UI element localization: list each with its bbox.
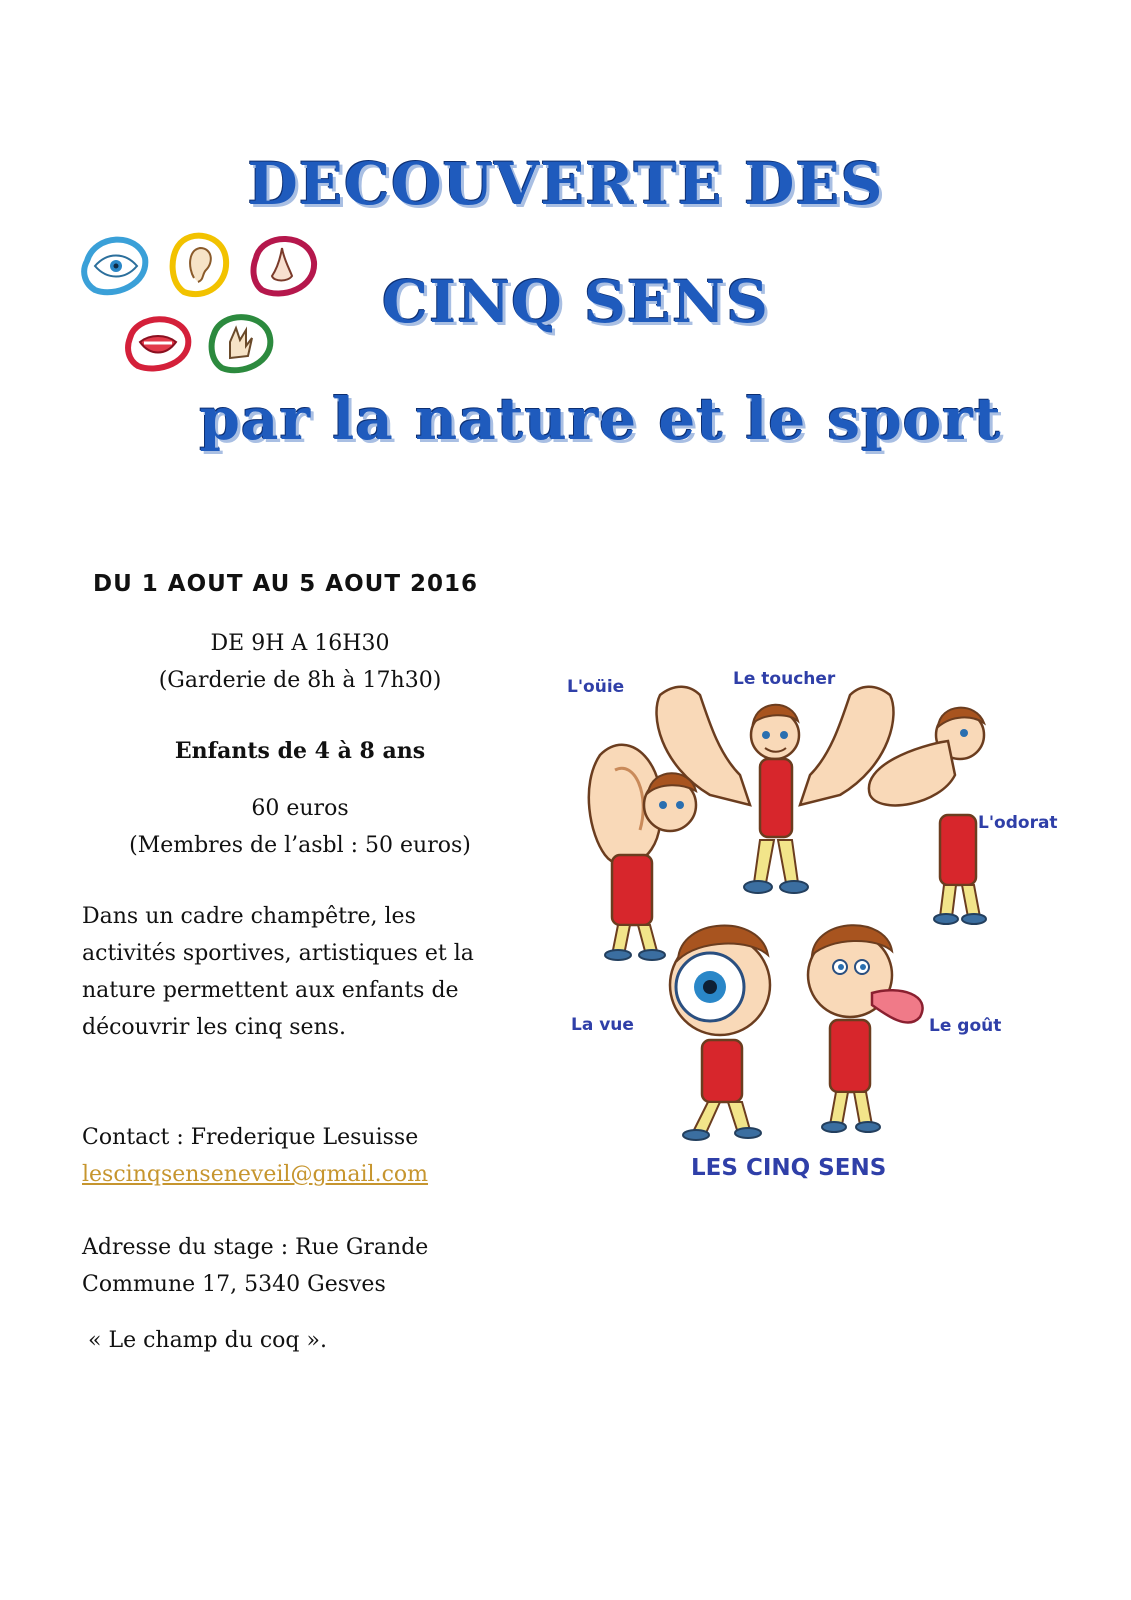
dates: DU 1 AOUT AU 5 AOUT 2016 (93, 571, 479, 597)
five-senses-illustration (560, 655, 1070, 1195)
title-line-3: par la nature et le sport (199, 385, 1002, 453)
senses-logo (80, 228, 330, 388)
address-block (82, 1229, 428, 1303)
label-hearing: L'oüie (567, 677, 625, 697)
description-line: découvrir les cinq sens. (82, 1015, 347, 1040)
age-range: Enfants de 4 à 8 ans (174, 738, 426, 764)
nose-icon (254, 239, 315, 294)
mouth-icon (128, 319, 188, 368)
hours-main: DE 9H A 16H30 (210, 631, 390, 656)
description (82, 898, 502, 1046)
hours-daycare: (Garderie de 8h à 17h30) (158, 668, 442, 693)
illustration-caption: LES CINQ SENS (691, 1155, 887, 1181)
hand-icon (212, 317, 271, 370)
price-block (80, 790, 520, 864)
contact-label: Contact : Frederique Lesuisse (82, 1125, 419, 1150)
address-line-2: Commune 17, 5340 Gesves (82, 1272, 386, 1297)
description-line: activités sportives, artistiques et la (82, 941, 474, 966)
label-touch: Le toucher (733, 669, 836, 689)
address-place: « Le champ du coq ». (88, 1328, 327, 1353)
title-line-1: DECOUVERTE DES (247, 150, 884, 218)
ear-icon (173, 236, 227, 294)
hours-block (80, 625, 520, 699)
taste-character (808, 925, 923, 1132)
sight-character (670, 926, 770, 1140)
label-taste: Le goût (929, 1016, 1002, 1036)
label-sight: La vue (571, 1015, 634, 1035)
description-line: nature permettent aux enfants de (82, 978, 459, 1003)
label-smell: L'odorat (978, 813, 1058, 833)
description-line: Dans un cadre champêtre, les (82, 904, 416, 929)
price-main: 60 euros (251, 796, 349, 821)
title-line-2: CINQ SENS (381, 268, 770, 336)
eye-icon (84, 240, 145, 293)
email-link[interactable]: lescinqsenseneveil@gmail.com (82, 1162, 429, 1187)
contact-block (82, 1119, 428, 1193)
hearing-character (589, 745, 696, 960)
price-members: (Membres de l’asbl : 50 euros) (129, 833, 471, 858)
address-line-1: Adresse du stage : Rue Grande (82, 1235, 429, 1260)
